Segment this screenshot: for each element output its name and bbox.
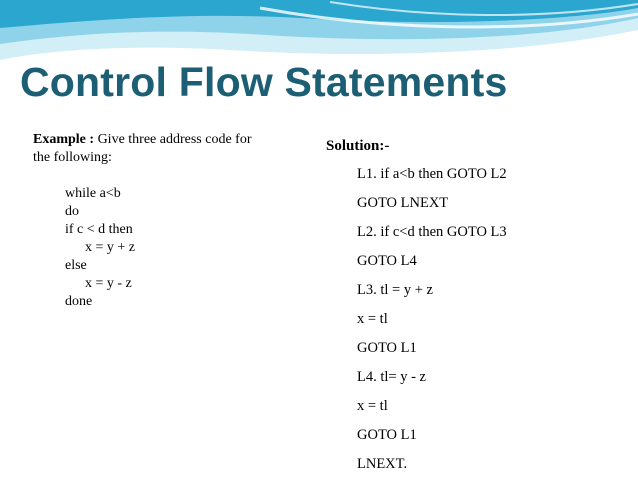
example-section <box>33 131 313 311</box>
example-label: Example : <box>33 132 95 147</box>
example-text: Give three address code for <box>94 132 252 147</box>
code-line: do <box>65 204 79 219</box>
slide-title: Control Flow Statements <box>20 59 508 105</box>
solution-steps <box>357 160 626 479</box>
code-line: x = y + z <box>85 240 136 255</box>
code-line: while a<b <box>65 186 121 201</box>
example-prompt-line-1 <box>33 131 313 149</box>
solution-step: GOTO L4 <box>357 253 417 269</box>
solution-step: GOTO LNEXT <box>357 195 449 211</box>
example-prompt-line-2: the following: <box>33 150 112 165</box>
example-code-block <box>65 185 313 311</box>
solution-section <box>326 136 626 479</box>
solution-label: Solution:- <box>326 138 390 154</box>
solution-step: LNEXT. <box>357 456 408 472</box>
solution-step: L4. tl= y - z <box>357 369 426 385</box>
solution-step: L2. if c<d then GOTO L3 <box>357 224 507 240</box>
code-line: else <box>65 258 87 273</box>
solution-step: L1. if a<b then GOTO L2 <box>357 166 507 182</box>
code-line: x = y - z <box>85 276 132 291</box>
solution-step: x = tl <box>357 398 388 414</box>
solution-step: L3. tl = y + z <box>357 282 433 298</box>
code-line: done <box>65 294 93 309</box>
solution-step: GOTO L1 <box>357 427 417 443</box>
solution-step: x = tl <box>357 311 388 327</box>
solution-step: GOTO L1 <box>357 340 417 356</box>
code-line: if c < d then <box>65 222 133 237</box>
